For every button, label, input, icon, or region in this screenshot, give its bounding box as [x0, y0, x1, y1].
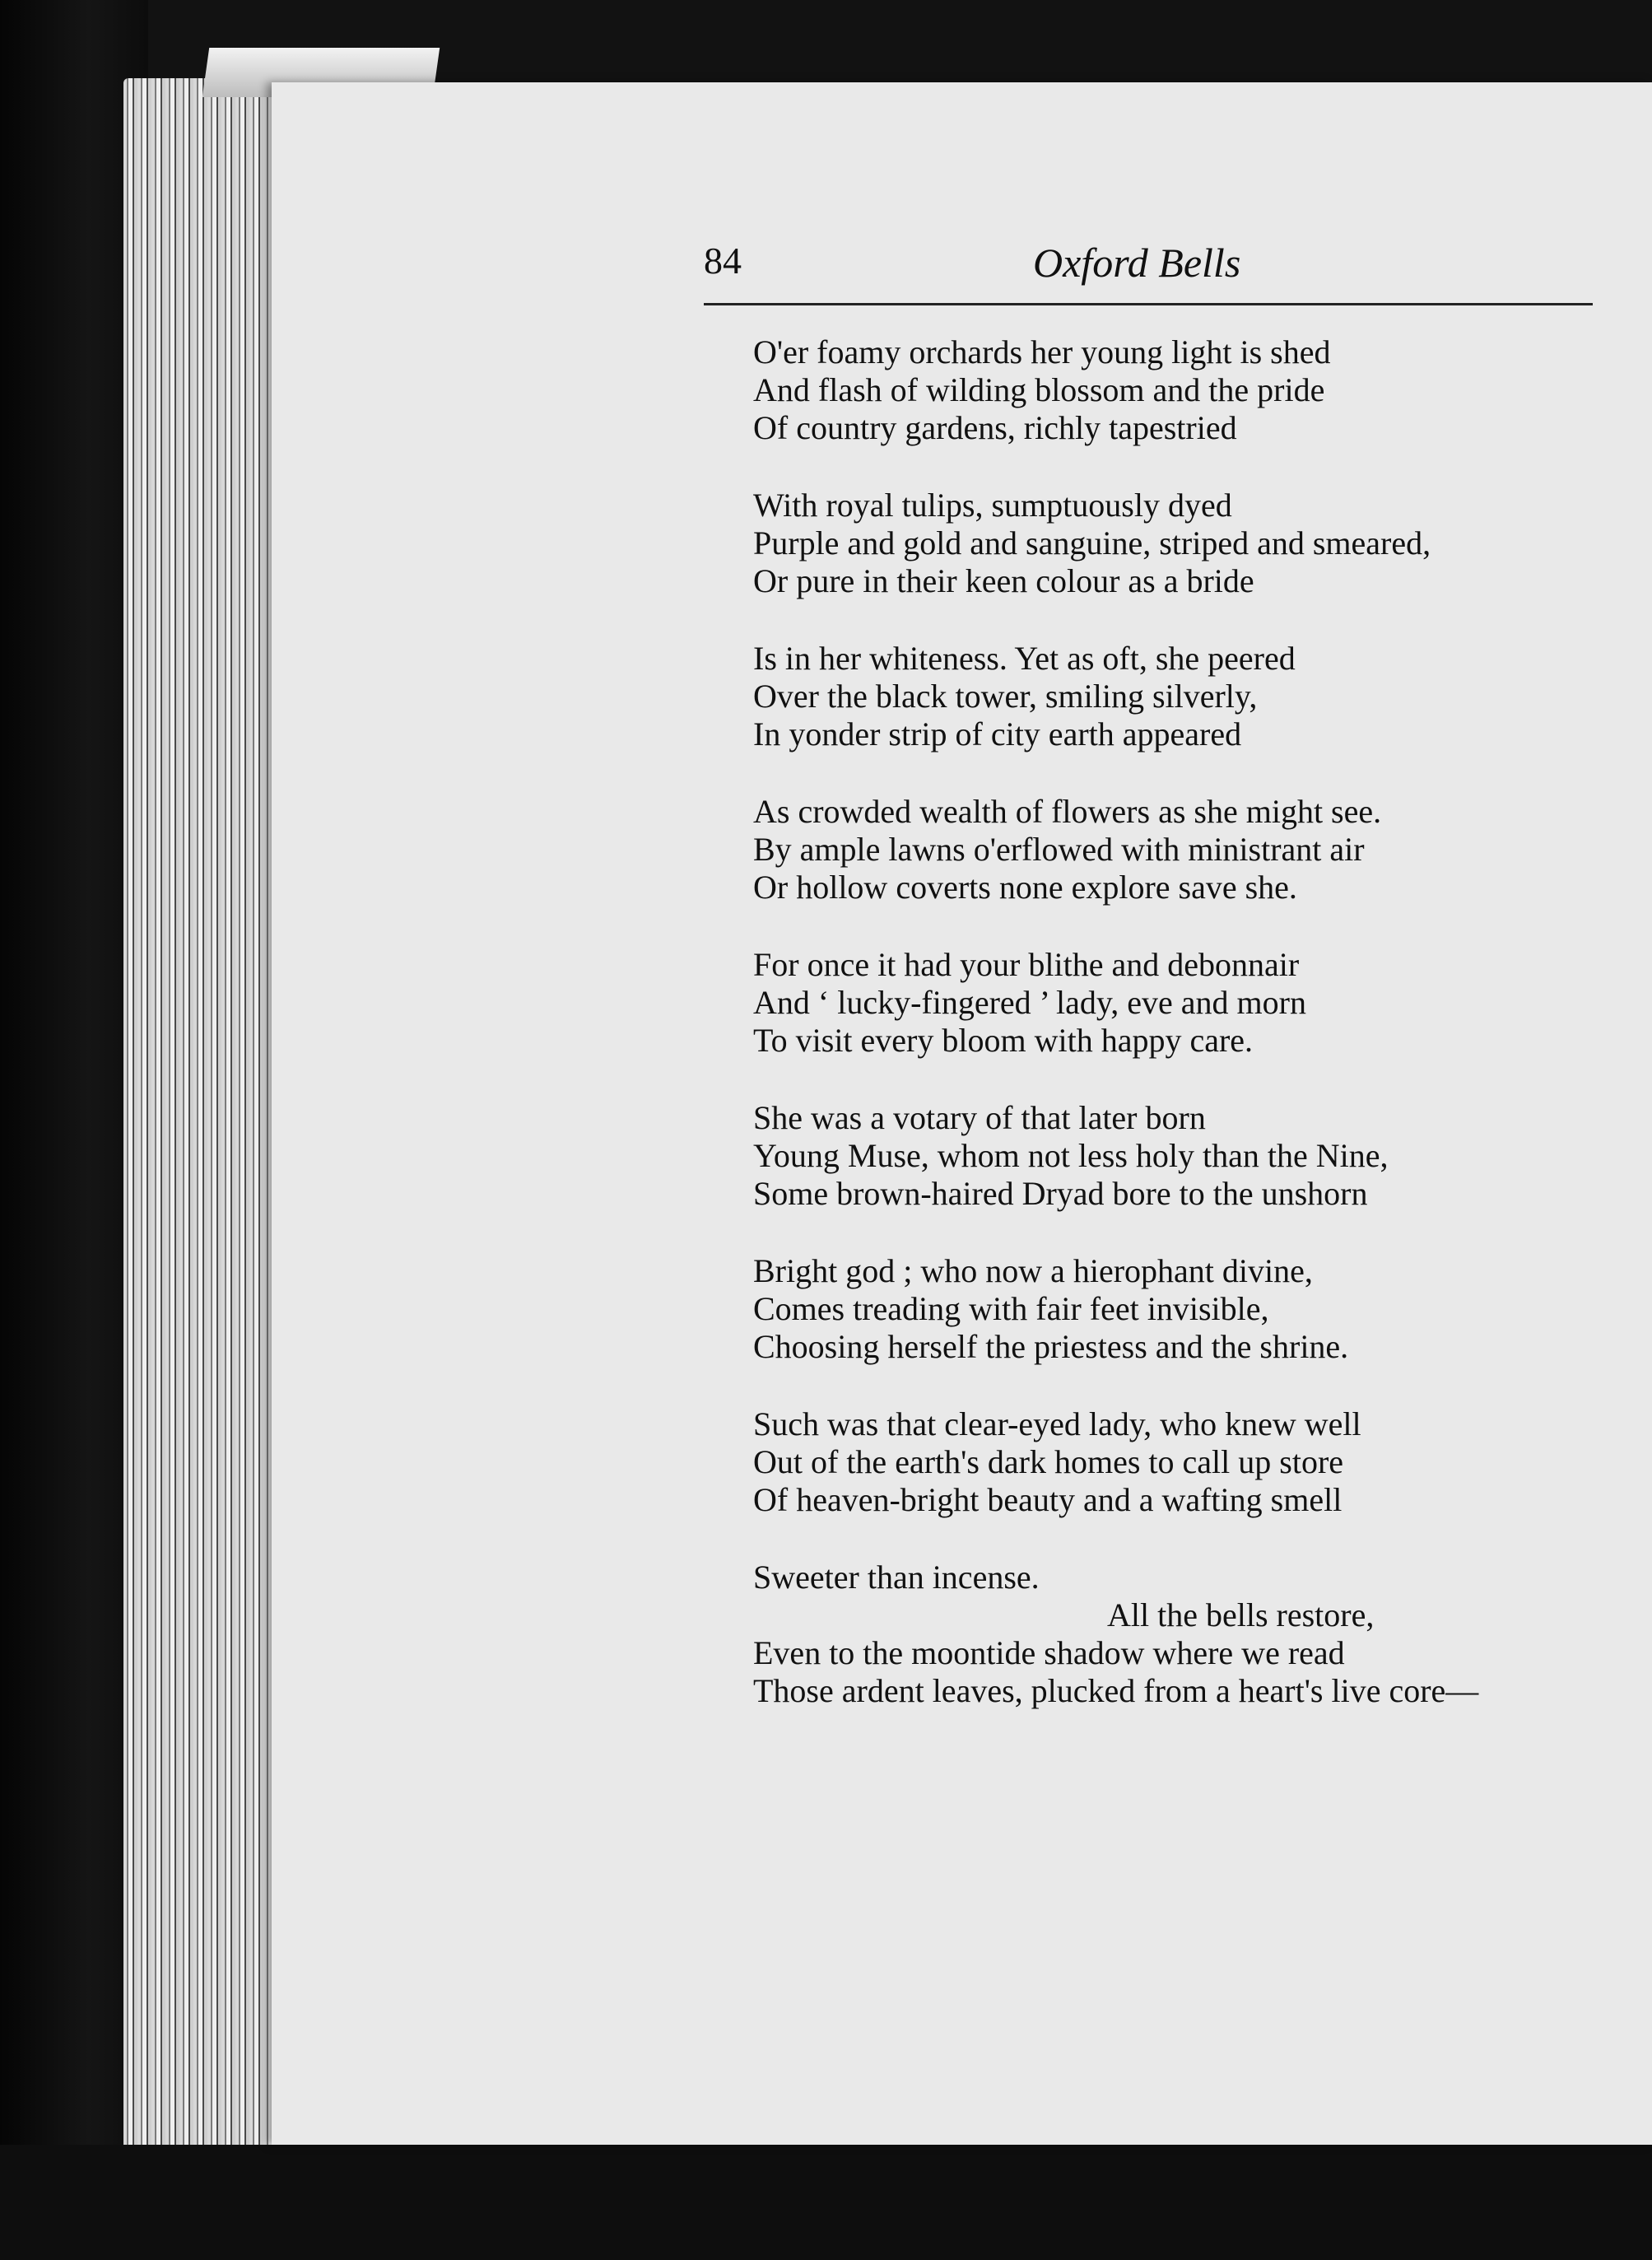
stanza — [753, 640, 1617, 753]
poem-line: Or hollow coverts none explore save she. — [753, 869, 1297, 906]
poem-line: Out of the earth's dark homes to call up store — [753, 1443, 1344, 1480]
poem-line: For once it had your blithe and debonnair — [753, 946, 1300, 983]
poem-line-indented: All the bells restore, — [1107, 1596, 1375, 1633]
poem-line: Is in her whiteness. Yet as oft, she peered — [753, 640, 1296, 677]
stanza — [753, 487, 1617, 600]
stanza — [753, 333, 1617, 447]
poem-line: To visit every bloom with happy care. — [753, 1022, 1254, 1059]
poem-line: Bright god ; who now a hierophant divine, — [753, 1252, 1313, 1289]
poem-line: Those ardent leaves, plucked from a heart's live core— — [753, 1672, 1479, 1709]
running-title: Oxford Bells — [1033, 240, 1241, 286]
stanza — [753, 1099, 1617, 1213]
poem-line: And flash of wilding blossom and the pride — [753, 371, 1325, 408]
poem-line: Such was that clear-eyed lady, who knew well — [753, 1405, 1361, 1442]
poem-line: In yonder strip of city earth appeared — [753, 715, 1242, 753]
poem-line: O'er foamy orchards her young light is shed — [753, 333, 1331, 370]
poem-line: Or pure in their keen colour as a bride — [753, 562, 1254, 599]
poem-line: Of country gardens, richly tapestried — [753, 409, 1237, 446]
final-stanza — [753, 1559, 1617, 1710]
poem-line: With royal tulips, sumptuously dyed — [753, 487, 1232, 524]
scan-background-bottom — [0, 2145, 1652, 2260]
stanza — [753, 946, 1617, 1060]
poem-line: Of heaven-bright beauty and a wafting smell — [753, 1481, 1343, 1518]
poem-line: As crowded wealth of flowers as she might see. — [753, 793, 1382, 830]
poem-line: Over the black tower, smiling silverly, — [753, 678, 1258, 715]
page-number: 84 — [704, 240, 742, 282]
poem-line: She was a votary of that later born — [753, 1099, 1206, 1136]
poem-line: Young Muse, whom not less holy than the Nine, — [753, 1137, 1389, 1174]
stanza — [753, 1252, 1617, 1366]
book-page-edges — [123, 78, 288, 2153]
header-rule — [704, 303, 1593, 305]
poem-line: Comes treading with fair feet invisible, — [753, 1290, 1269, 1327]
running-head — [704, 231, 1593, 296]
poem-line: Some brown-haired Dryad bore to the unshorn — [753, 1175, 1368, 1212]
poem-line: Even to the moontide shadow where we read — [753, 1634, 1345, 1671]
poem-line: Choosing herself the priestess and the shrine. — [753, 1328, 1349, 1365]
poem-body — [753, 333, 1617, 1750]
stanza — [753, 793, 1617, 906]
poem-line: And ‘ lucky-fingered ’ lady, eve and morn — [753, 984, 1306, 1021]
poem-line: Sweeter than incense. — [753, 1559, 1040, 1596]
poem-line: By ample lawns o'erflowed with ministrant air — [753, 831, 1365, 868]
poem-line: Purple and gold and sanguine, striped and smeared, — [753, 524, 1431, 562]
stanza — [753, 1405, 1617, 1519]
